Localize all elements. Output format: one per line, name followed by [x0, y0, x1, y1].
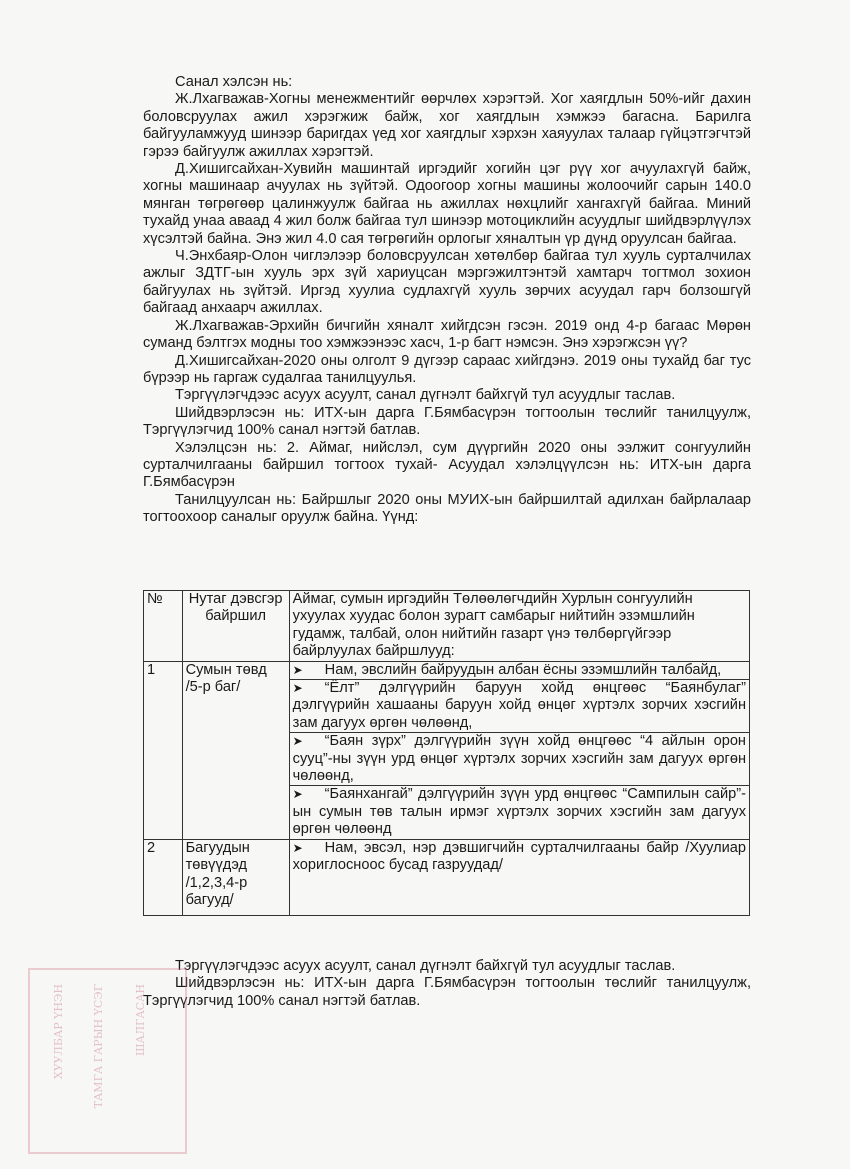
paragraph: Хэлэлцсэн нь: 2. Аймаг, нийслэл, сум дүүргийн 2020 оны ээлжит сонгуулийн сурталчилгааны байршил тогтоох тухай- Асуудал хэлэлцүүлсэн нь: ИТХ-ын дарга Г.Бямбасүрэн	[143, 439, 751, 491]
row-location: Багуудын төвүүдэд /1,2,3,4-р багууд/	[182, 839, 289, 915]
paragraph: Ж.Лхагважав-Эрхийн бичгийн хяналт хийгдсэн гэсэн. 2019 онд 4-р багаас Мөрөн суманд бэлтгэх модны тоо хэмжээнээс хасч, 1-р багт нэмсэн. Энэ хэрэгжсэн үү?	[143, 317, 751, 352]
item-text: “Ёлт” дэлгүүрийн баруун хойд өнцгөөс “Баянбулаг” дэлгүүрийн хашааны баруун хойд өнцөг хүртэлх зорчих хэсгийн зам дагуух өргөн чөлөөнд,	[292, 680, 746, 731]
item-text: “Баян зүрх” дэлгүүрийн зүүн хойд өнцгөөс “4 айлын орон сууц”-ны зүүн урд өнцөг хүртэлх зорчих хэсгийн зам дагуух өргөн чөлөөнд,	[292, 733, 746, 785]
location-table	[143, 590, 750, 916]
item-text: “Баянхангай” дэлгүүрийн зүүн урд өнцгөөс “Сампилын сайр”-ын сумын төв талын ирмэг хүртэлх зорчих хэсгийн зам дагуух өргөн чөлөөнд	[292, 786, 746, 838]
header-places: Аймаг, сумын иргэдийн Төлөөлөгчдийн Хурлын сонгуулийн ухуулах хуудас болон зурагт самбарыг нийтийн эзэмшлийн гудамж, талбай, олон нийтийн газарт үнэ төлбөргүйгээр байрлуулах байршлууд:	[289, 591, 749, 662]
list-item	[293, 840, 746, 875]
minutes-text-bottom	[143, 958, 751, 1010]
header-number: №	[144, 591, 183, 662]
paragraph: Танилцуулсан нь: Байршлыг 2020 оны МУИХ-ын байршилтай адилхан байрлалаар тогтоохоор саналыг оруулж байна. Үүнд:	[143, 491, 751, 526]
list-item	[293, 662, 746, 679]
stamp-line: ШАЛГАСАН	[134, 984, 147, 1057]
paragraph: Шийдвэрлэсэн нь: ИТХ-ын дарга Г.Бямбасүрэн тогтоолын төслийг танилцуулж, Тэргүүлэгчид 100% санал нэгтэй батлав.	[143, 975, 751, 1009]
list-item	[290, 679, 749, 732]
paragraph: Тэргүүлэгчдээс асуух асуулт, санал дүгнэлт байхгүй тул асуудлыг таслав.	[175, 387, 676, 404]
item-text: Нам, эвслийн байруудын албан ёсны эзэмшлийн талбайд,	[324, 661, 722, 678]
paragraph: Санал хэлсэн нь:	[175, 74, 293, 90]
table-header-row	[144, 591, 750, 662]
header-location: Нутаг дэвсгэр байршил	[182, 591, 289, 662]
arrow-bullet-icon: ➤	[292, 787, 303, 802]
arrow-bullet-icon: ➤	[292, 681, 303, 696]
minutes-text-top	[143, 74, 751, 527]
paragraph: Тэргүүлэгчдээс асуух асуулт, санал дүгнэлт байхгүй тул асуудлыг таслав.	[175, 958, 676, 974]
item-text: Нам, эвсэл, нэр дэвшигчийн сурталчилгааны байр /Хуулиар хориглосноос бусад газруудад/	[292, 839, 746, 874]
row-items	[289, 661, 749, 839]
row-number: 2	[144, 839, 183, 915]
paragraph: Ч.Энхбаяр-Олон чиглэлээр боловсруулсан хөтөлбөр байгаа тул хууль сурталчилах ажлыг ЗДТГ-ын хууль эрх зүй хариуцсан мэргэжилтэнтэй хамтарч тогтмол зохион байгуулах нь зүйтэй. Иргэд хуулиа судлахгүй хууль зөрчих асуудал гарч болзошгүй байгаад анхаарч ажиллах.	[143, 248, 751, 317]
paragraph: Шийдвэрлэсэн нь: ИТХ-ын дарга Г.Бямбасүрэн тогтоолын төслийг танилцуулж, Тэргүүлэгчид 100% санал нэгтэй батлав.	[143, 404, 751, 439]
paragraph: Ж.Лхагважав-Хогны менежментийг өөрчлөх хэрэгтэй. Хог хаягдлын 50%-ийг дахин боловсруулах ажил хэрэгжиж байж, хог хаягдлын хэмжээ багасна. Барилга байгууламжууд шинээр баригдах үед хог хаягдлыг хэрхэн хаяуулах талаар гүйцэтгэгчтэй гэрээ байгуулж ажиллах хэрэгтэй.	[143, 91, 751, 160]
row-items	[289, 839, 749, 915]
arrow-bullet-icon: ➤	[292, 662, 303, 677]
paragraph: Д.Хишигсайхан-Хувийн машинтай иргэдийг хогийн цэг рүү хог ачуулахгүй байж, хогны машинаар ачуулах нь зүйтэй. Одоогоор хогны машины жолоочийг сарын 140.0 мянган төгрөгөөр цалинжуулж байгаа нь ажиллах нөхцлийг хангахгүй байгаа. Миний тухайд унаа аваад 4 жил болж байгаа тул шинээр мотоциклийн асуудлыг шийдвэрлүүлэх хүсэлтэй байна. Энэ жил 4.0 сая төгрөгийн орлогыг хяналтын үр дүнд оруулсан байгаа.	[143, 161, 751, 247]
table-row	[144, 839, 750, 915]
row-number: 1	[144, 661, 183, 839]
arrow-bullet-icon: ➤	[292, 840, 303, 855]
certification-stamp	[28, 968, 187, 1154]
stamp-line: ТАМГА ГАРЫН ҮСЭГ	[92, 984, 105, 1109]
arrow-bullet-icon: ➤	[292, 734, 303, 749]
paragraph: Д.Хишигсайхан-2020 оны олголт 9 дүгээр сараас хийгдэнэ. 2019 оны тухайд баг тус бүрээр нь гаргаж судалгаа танилцуулья.	[143, 352, 751, 386]
table-row	[144, 661, 750, 839]
list-item	[290, 785, 749, 838]
list-item	[290, 732, 749, 785]
row-location: Сумын төвд /5-р баг/	[182, 661, 289, 839]
stamp-line: ХУУЛБАР ҮНЭН	[52, 984, 65, 1080]
